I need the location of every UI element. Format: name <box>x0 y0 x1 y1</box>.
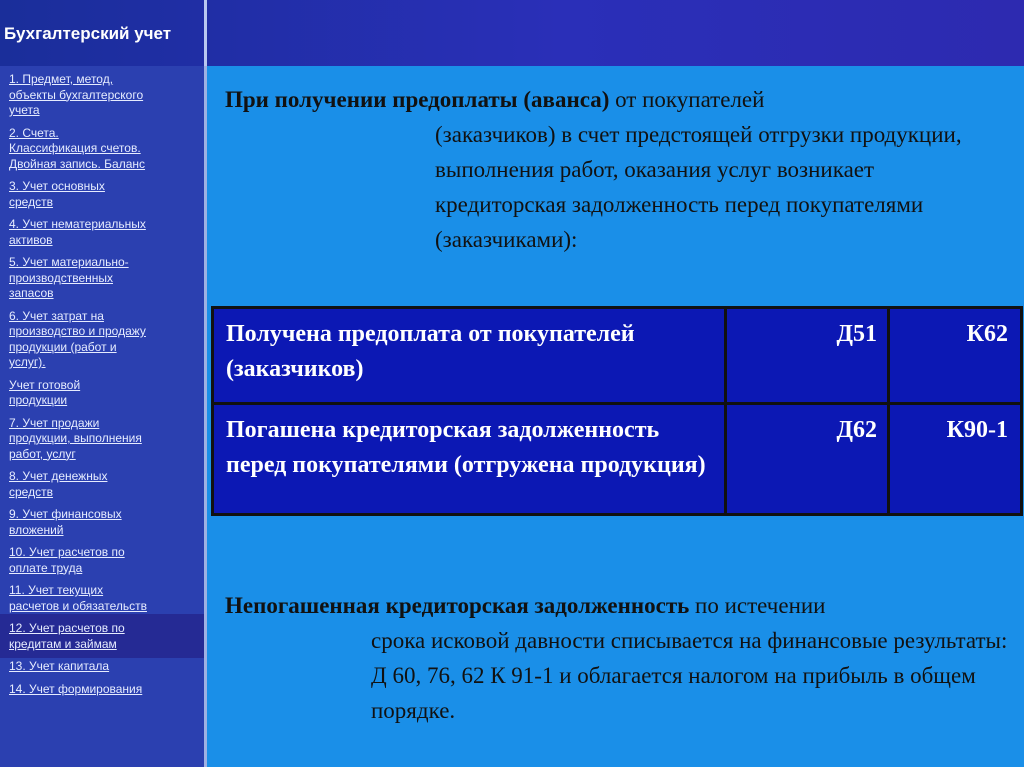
sidebar-item-8[interactable]: 8. Учет денежных средств <box>9 469 108 499</box>
sidebar-item-10[interactable]: 10. Учет расчетов по оплате труда <box>9 545 125 575</box>
sidebar-item-5[interactable]: 5. Учет материально- производственных запасов <box>9 255 129 300</box>
intro-bold: При получении предоплаты (аванса) <box>225 87 610 112</box>
sidebar-item-13[interactable]: 13. Учет капитала <box>9 659 110 673</box>
entries-table <box>211 306 1023 516</box>
outro-bold: Непогашенная кредиторская задолженность <box>225 593 690 618</box>
intro-line1-rest: от покупателей <box>609 87 765 112</box>
sidebar-nav <box>0 66 204 767</box>
sidebar-item-12[interactable]: 12. Учет расчетов по кредитам и займам <box>9 621 125 651</box>
sidebar-item-11[interactable]: 11. Учет текущих расчетов и обязательств <box>9 583 147 613</box>
sidebar-item-9[interactable]: 9. Учет финансовых вложений <box>9 507 122 537</box>
slide-content <box>207 66 1024 767</box>
outro-line1-rest: по истечении <box>689 593 826 618</box>
sidebar-item-2[interactable]: 2. Счета. Классификация счетов. Двойная запись. Баланс <box>9 125 146 171</box>
sidebar-item-6[interactable]: 6. Учет затрат на производство и продажу продукции (работ и услуг). <box>9 308 146 369</box>
sidebar-item-14[interactable]: 14. Учет формирования <box>9 681 143 696</box>
header-bar <box>0 0 1024 66</box>
header-divider <box>204 0 207 66</box>
credit-cell: К90-1 <box>889 404 1022 515</box>
outro-paragraph <box>225 588 1015 728</box>
credit-cell: К62 <box>889 308 1022 404</box>
sidebar-item-4[interactable]: 4. Учет нематериальных активов <box>9 217 146 247</box>
table-row <box>213 404 1022 515</box>
sidebar-item-3[interactable]: 3. Учет основных средств <box>9 179 105 209</box>
intro-paragraph <box>225 82 1005 257</box>
table-row <box>213 308 1022 404</box>
app-title: Бухгалтерский учет <box>4 24 172 43</box>
operation-cell: Погашена кредиторская задолженность перед покупателями (отгружена продукция) <box>213 404 726 515</box>
outro-continuation: срока исковой давности списывается на финансовые результаты: Д 60, 76, 62 К 91-1 и облагается налогом на прибыль в общем порядке. <box>371 628 1008 723</box>
sidebar-item-7[interactable]: 7. Учет продажи продукции, выполнения работ, услуг <box>9 415 142 461</box>
sidebar-item-6a[interactable]: Учет готовой продукции <box>9 377 81 407</box>
sidebar-item-1[interactable]: 1. Предмет, метод, объекты бухгалтерского учета <box>9 72 144 117</box>
debit-cell: Д62 <box>726 404 889 515</box>
debit-cell: Д51 <box>726 308 889 404</box>
intro-continuation: (заказчиков) в счет предстоящей отгрузки продукции, выполнения работ, оказания услуг возникает кредиторская задолженность перед покупателями (заказчиками): <box>435 122 962 252</box>
operation-cell: Получена предоплата от покупателей (заказчиков) <box>213 308 726 404</box>
